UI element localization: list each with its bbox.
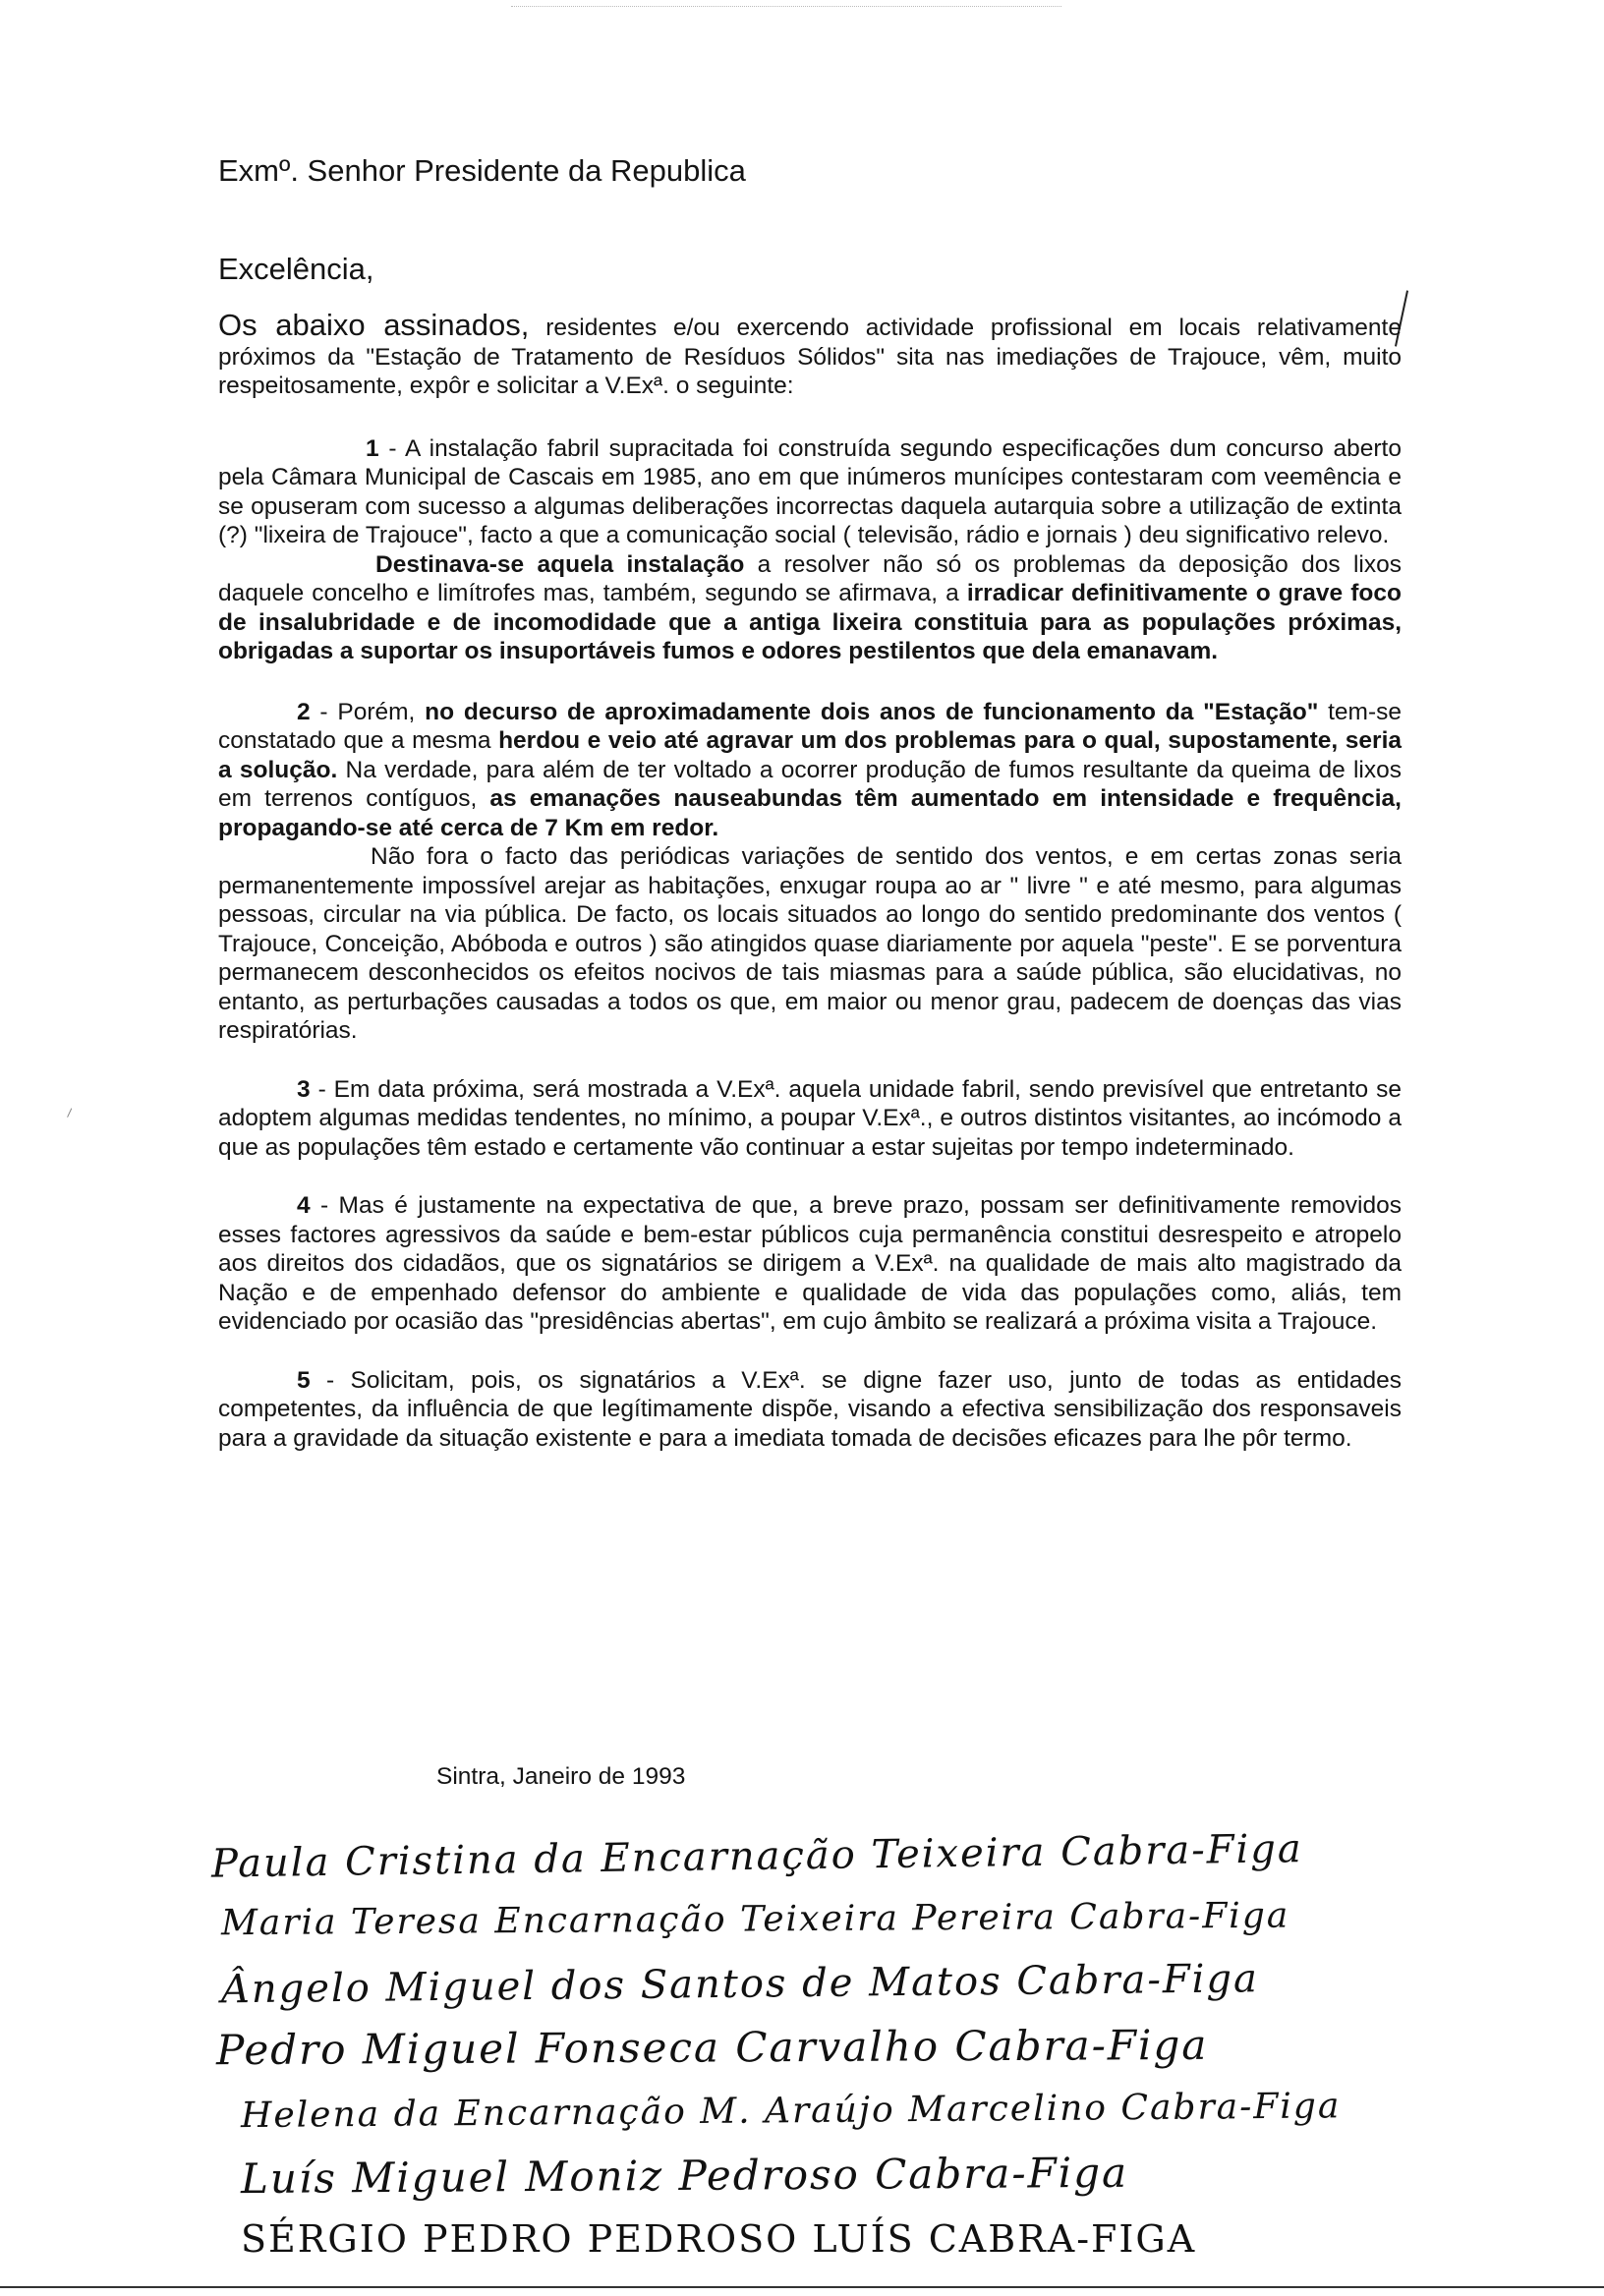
- paragraph-text: - Solicitam, pois, os signatários a V.Exª. se digne fazer uso, junto de todas as entidades competentes, da influência de que legítimamente dispõe, visando a efectiva sensibilização dos responsaveis para a gravidade da situação existente e para a imediata tomada de decisões eficazes para lhe pôr termo.: [218, 1366, 1402, 1452]
- handwritten-signature: SÉRGIO PEDRO PEDROSO LUÍS CABRA-FIGA: [241, 2217, 1197, 2261]
- paragraph-1b: [218, 550, 1402, 666]
- paragraph-number: 3: [297, 1075, 311, 1103]
- bold-text: Destinava-se aquela instalação: [375, 550, 745, 578]
- intro-paragraph: [218, 308, 1402, 401]
- paragraph-text: a resolver não só os problemas da deposição dos lixos daquele concelho e limítrofes mas, também, segundo se afirmava, a: [218, 550, 1403, 606]
- paragraph-2b: [218, 842, 1402, 1046]
- paragraph-number: 2: [297, 698, 311, 725]
- handwritten-signature: Helena da Encarnação M. Araújo Marcelino Cabra-Figa: [240, 2086, 1342, 2137]
- intro-lead: Os abaixo assinados,: [218, 308, 530, 342]
- margin-mark: [67, 1108, 76, 1119]
- paragraph-number: 1: [366, 434, 379, 462]
- bold-text: irradicar definitivamente o grave foco de insalubridade e de incomodidade que a antiga lixeira constituia para as populações próximas, obrigadas a suportar os insuportáveis fumos e odores pestilentos que dela emanavam.: [218, 580, 1402, 664]
- paragraph-text: Na verdade, para além de ter voltado a ocorrer produção de fumos resultante da queima de lixos em terrenos contíguos,: [218, 756, 1402, 812]
- paragraph-text: - Em data próxima, será mostrada a V.Exª. aquela unidade fabril, sendo previsível que entretanto se adoptem algumas medidas tendentes, no mínimo, a poupar V.Exª., e outros distintos visitantes, ao incómodo a que as populações têm estado e certamente vão continuar a estar sujeitas por tempo indeterminado.: [218, 1075, 1402, 1161]
- bold-text: herdou e veio até agravar um dos problemas para o qual, supostamente, seria a solução.: [218, 727, 1402, 783]
- bold-text: as emanações nauseabundas têm aumentado em intensidade e frequência, propagando-se até cerca de 7 Km em redor.: [218, 785, 1402, 841]
- salutation: Exmº. Senhor Presidente da Republica: [218, 153, 746, 188]
- paragraph-number: 4: [297, 1192, 311, 1219]
- handwritten-signature: Ângelo Miguel dos Santos de Matos Cabra-Figa: [220, 1956, 1260, 2013]
- paragraph-text: - A instalação fabril supracitada foi construída segundo especificações dum concurso aberto pela Câmara Municipal de Cascais em 1985, ano em que inúmeros munícipes contestaram com veemência e se opuseram com sucesso a algumas deliberações incorrectas daquela autarquia sobre a utilização de extinta (?) "lixeira de Trajouce", facto a que a comunicação social ( televisão, rádio e jornais ) deu significativo relevo.: [218, 434, 1402, 548]
- place-and-date: Sintra, Janeiro de 1993: [436, 1763, 686, 1790]
- paragraph-5: [218, 1366, 1402, 1454]
- paragraph-text: Não fora o facto das periódicas variações de sentido dos ventos, e em certas zonas seria permanentemente impossível arejar as habitações, enxugar roupa ao ar " livre " e até mesmo, para algumas pessoas, circular na via pública. De facto, os locais situados ao longo do sentido predominante dos ventos ( Trajouce, Conceição, Abóboda e outros ) são atingidos quase diariamente por aquela "peste". E se porventura permanecem desconhecidos os efeitos nocivos de tais miasmas para a saúde pública, são elucidativas, no entanto, as perturbações causadas a todos os que, em maior ou menor grau, padecem de doenças das vias respiratórias.: [218, 843, 1402, 1044]
- handwritten-signature: Maria Teresa Encarnação Teixeira Pereira Cabra-Figa: [220, 1895, 1290, 1944]
- letter-body: [218, 308, 1403, 1453]
- scan-speckle: [511, 6, 1061, 9]
- greeting: Excelência,: [218, 252, 374, 286]
- paragraph-2: [218, 698, 1402, 843]
- paragraph-text: tem-se constatado que a mesma: [218, 698, 1402, 754]
- paragraph-number: 5: [297, 1366, 311, 1394]
- bold-text: no decurso de aproximadamente dois anos de funcionamento da "Estação": [425, 698, 1319, 725]
- paragraph-3: [218, 1075, 1402, 1163]
- paragraph-4: [218, 1191, 1402, 1337]
- scan-bottom-edge: [0, 2286, 1604, 2288]
- paragraph-text: - Porém,: [310, 698, 426, 725]
- paragraph-text: - Mas é justamente na expectativa de que, a breve prazo, possam ser definitivamente removidos esses factores agressivos da saúde e bem-estar públicos cuja permanência constitui desrespeito e atropelo aos direitos dos cidadãos, que os signatários se dirigem a V.Exª. na qualidade de mais alto magistrado da Nação e de empenhado defensor do ambiente e qualidade de vida das populações como, aliás, tem evidenciado por ocasião das "presidências abertas", em cujo âmbito se realizará a próxima visita a Trajouce.: [218, 1192, 1402, 1335]
- handwritten-signature: Paula Cristina da Encarnação Teixeira Cabra-Figa: [210, 1826, 1304, 1887]
- paragraph-1: [218, 434, 1402, 550]
- handwritten-signature: Luís Miguel Moniz Pedroso Cabra-Figa: [240, 2148, 1129, 2204]
- intro-text: residentes e/ou exercendo actividade profissional em locais relativamente próximos da "Estação de Tratamento de Resíduos Sólidos" sita nas imediações de Trajouce, vêm, muito respeitosamente, expôr e solicitar a V.Exª. o seguinte:: [218, 315, 1402, 399]
- handwritten-signature: Pedro Miguel Fonseca Carvalho Cabra-Figa: [215, 2020, 1209, 2075]
- signature-list: [211, 1826, 1420, 2273]
